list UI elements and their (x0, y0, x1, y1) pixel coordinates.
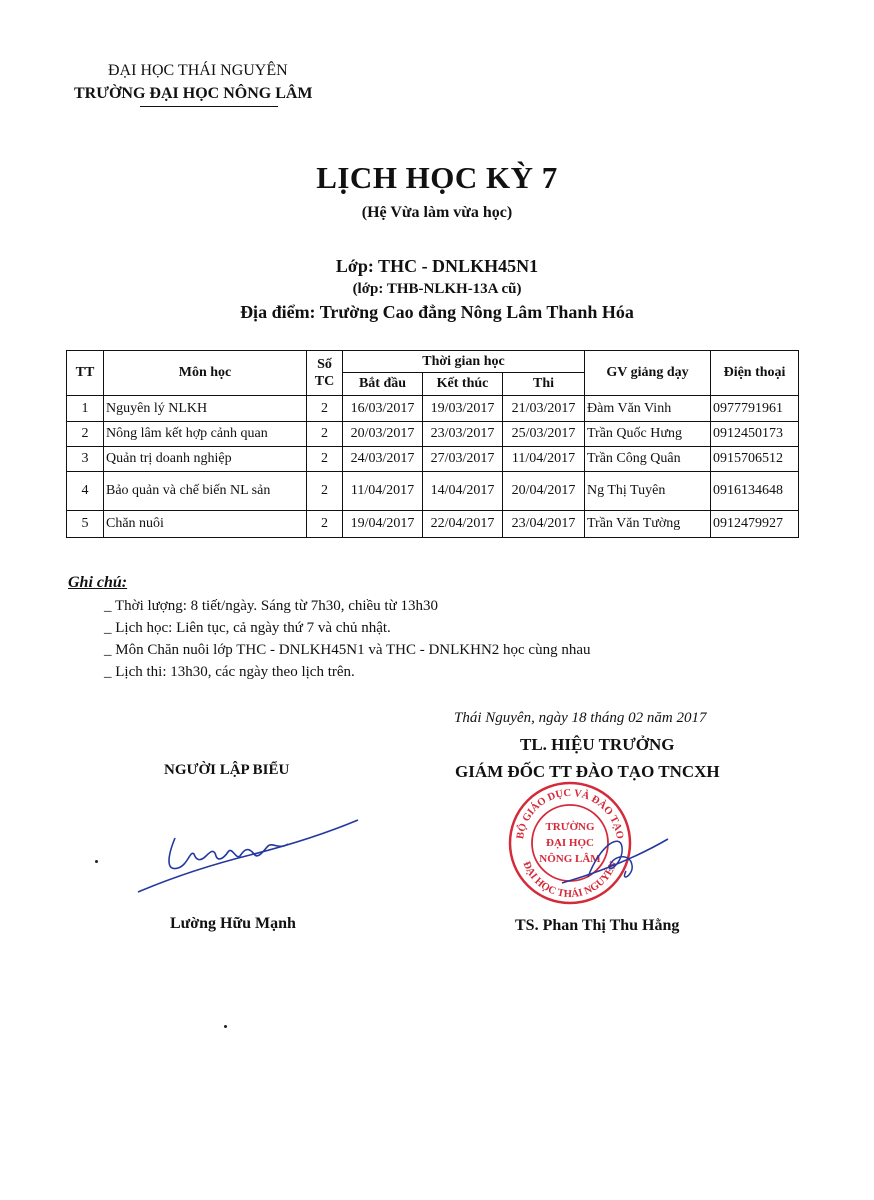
cell-tt: 5 (67, 511, 104, 538)
cell-tt: 2 (67, 422, 104, 447)
header-tt: TT (67, 351, 104, 396)
cell-start: 24/03/2017 (343, 447, 423, 472)
location-line: Địa điểm: Trường Cao đẳng Nông Lâm Thanh Hóa (240, 302, 634, 322)
cell-credits: 2 (307, 396, 343, 422)
speck (224, 1025, 227, 1028)
note-item: _ Lịch thi: 13h30, các ngày theo lịch trên. (104, 664, 355, 680)
director-name: TS. Phan Thị Thu Hằng (515, 917, 680, 934)
cell-phone: 0977791961 (711, 396, 799, 422)
cell-subject: Quản trị doanh nghiệp (104, 447, 307, 472)
cell-credits: 2 (307, 472, 343, 511)
cell-credits: 2 (307, 422, 343, 447)
table-row (67, 422, 799, 447)
cell-credits: 2 (307, 447, 343, 472)
seal-line2: ĐẠI HỌC (546, 837, 594, 849)
cell-phone: 0916134648 (711, 472, 799, 511)
cell-phone: 0912450173 (711, 422, 799, 447)
cell-start: 19/04/2017 (343, 511, 423, 538)
cell-end: 27/03/2017 (423, 447, 503, 472)
cell-end: 19/03/2017 (423, 396, 503, 422)
header-end: Kết thúc (423, 373, 503, 396)
cell-tt: 1 (67, 396, 104, 422)
header-credits-l1: Số (317, 357, 332, 372)
school-name: TRƯỜNG ĐẠI HỌC NÔNG LÂM (74, 85, 313, 102)
cell-subject: Bảo quản và chế biến NL sản (104, 472, 307, 511)
preparer-name: Lường Hữu Mạnh (170, 915, 296, 932)
cell-start: 11/04/2017 (343, 472, 423, 511)
table-row (67, 447, 799, 472)
schedule-table (66, 350, 799, 538)
cell-credits: 2 (307, 511, 343, 538)
cell-teacher: Trần Văn Tường (585, 511, 711, 538)
cell-subject: Nguyên lý NLKH (104, 396, 307, 422)
cell-subject: Chăn nuôi (104, 511, 307, 538)
table-row (67, 472, 799, 511)
cell-end: 22/04/2017 (423, 511, 503, 538)
note-item: _ Lịch học: Liên tục, cả ngày thứ 7 và chủ nhật. (104, 620, 391, 636)
class-line: Lớp: THC - DNLKH45N1 (335, 256, 539, 276)
page-subtitle: (Hệ Vừa làm vừa học) (361, 204, 513, 221)
cell-exam: 23/04/2017 (503, 511, 585, 538)
cell-exam: 20/04/2017 (503, 472, 585, 511)
notes-heading: Ghi chú: (68, 574, 128, 591)
header-exam: Thi (503, 373, 585, 396)
cell-teacher: Đàm Văn Vinh (585, 396, 711, 422)
seal-outer-bottom-text: ĐẠI HỌC THÁI NGUYÊN (520, 859, 620, 901)
note-item: _ Thời lượng: 8 tiết/ngày. Sáng từ 7h30, chiều từ 13h30 (104, 598, 438, 614)
preparer-title: NGƯỜI LẬP BIỂU (164, 762, 290, 778)
speck (95, 860, 98, 863)
header-start: Bắt đầu (343, 373, 423, 396)
cell-tt: 3 (67, 447, 104, 472)
cell-phone: 0915706512 (711, 447, 799, 472)
cell-end: 14/04/2017 (423, 472, 503, 511)
header-credits-l2: TC (314, 374, 335, 389)
table-row (67, 396, 799, 422)
cell-exam: 25/03/2017 (503, 422, 585, 447)
cell-phone: 0912479927 (711, 511, 799, 538)
old-class-line: (lớp: THB-NLKH-13A cũ) (352, 281, 522, 297)
place-date: Thái Nguyên, ngày 18 tháng 02 năm 2017 (454, 710, 707, 726)
cell-exam: 11/04/2017 (503, 447, 585, 472)
cell-exam: 21/03/2017 (503, 396, 585, 422)
cell-subject: Nông lâm kết hợp cảnh quan (104, 422, 307, 447)
seal-line1: TRƯỜNG (545, 821, 595, 833)
cell-teacher: Ng Thị Tuyên (585, 472, 711, 511)
cell-start: 20/03/2017 (343, 422, 423, 447)
cell-tt: 4 (67, 472, 104, 511)
preparer-signature (130, 810, 370, 900)
on-behalf-title: TL. HIỆU TRƯỞNG (520, 735, 675, 754)
header-teacher: GV giảng dạy (585, 351, 711, 396)
header-phone: Điện thoại (711, 351, 799, 396)
director-title: GIÁM ĐỐC TT ĐÀO TẠO TNCXH (455, 762, 720, 781)
cell-teacher: Trần Quốc Hưng (585, 422, 711, 447)
table-row (67, 511, 799, 538)
page-title: LỊCH HỌC KỲ 7 (316, 160, 558, 195)
header-credits (307, 351, 343, 396)
cell-end: 23/03/2017 (423, 422, 503, 447)
university-name: ĐẠI HỌC THÁI NGUYÊN (108, 62, 288, 79)
header-underline (140, 106, 278, 107)
header-subject: Môn học (104, 351, 307, 396)
seal-line3: NÔNG LÂM (539, 853, 601, 865)
director-signature (560, 825, 680, 905)
cell-teacher: Trần Công Quân (585, 447, 711, 472)
note-item: _ Môn Chăn nuôi lớp THC - DNLKH45N1 và THC - DNLKHN2 học cùng nhau (104, 642, 591, 658)
seal-outer-top-text: BỘ GIÁO DỤC VÀ ĐÀO TẠO (515, 787, 625, 840)
header-time: Thời gian học (343, 351, 585, 373)
cell-start: 16/03/2017 (343, 396, 423, 422)
